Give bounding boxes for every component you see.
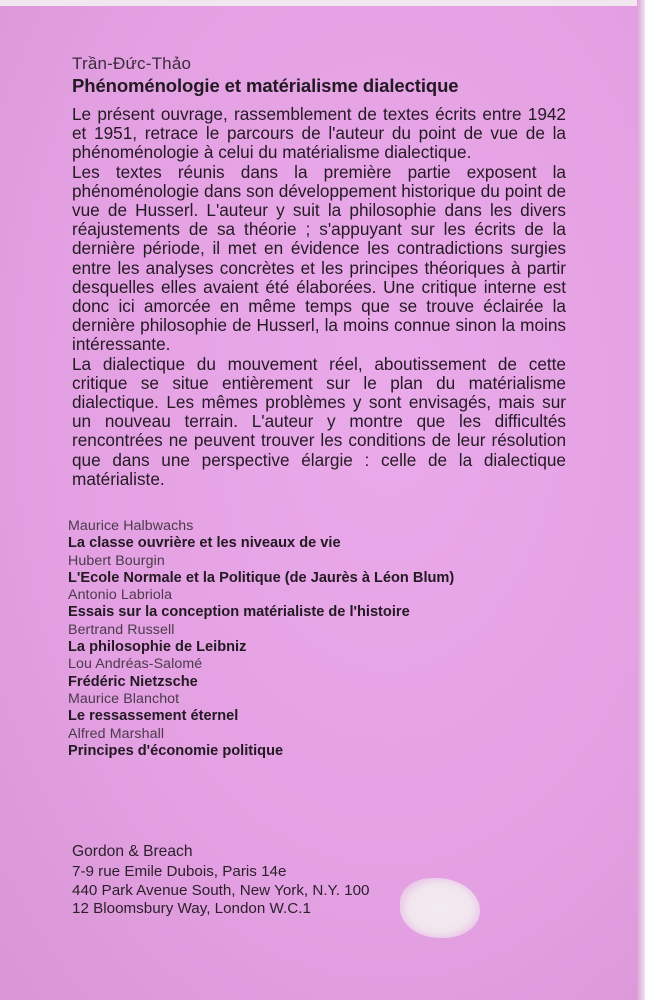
catalog-entry <box>68 726 588 761</box>
paper-stain <box>400 878 480 938</box>
catalog-author: Hubert Bourgin <box>68 552 165 569</box>
book-title: Phénoménologie et matérialisme dialectique <box>72 75 459 96</box>
catalog-title: La philosophie de Leibniz <box>68 639 247 656</box>
page-edge-right <box>637 0 645 1000</box>
catalog-entry <box>68 656 588 691</box>
catalog-author: Bertrand Russell <box>68 621 175 638</box>
catalog-title: Le ressassement éternel <box>68 708 239 725</box>
catalog-title: Frédéric Nietzsche <box>68 673 198 690</box>
blurb-paragraph: La dialectique du mouvement réel, aboutissement de cette critique se situe entièrement sur le plan du matérialisme dialectique. Les mêmes problèmes y sont envisagés, mais sur un nouveau terrain. L'auteur y montre que les difficultés rencontrées ne peuvent trouver les conditions de leur résolution que dans une perspective élargie : celle de la dialectique matérialiste. <box>72 353 566 489</box>
blurb-paragraph: Les textes réunis dans la première partie exposent la phénoménologie dans son développement historique du point de vue de Husserl. L'auteur y suit la philosophie dans les divers réajustements de sa théorie ; s'appuyant sur les écrits de la dernière période, il met en évidence les contradictions surgies entre les analyses concrètes et les principes théoriques à partir desquelles elles avaient été élaborées. Une critique interne est donc ici amorcée en même temps que se trouve éclairée la dernière philosophie de Husserl, la moins connue sinon la moins intéressante. <box>72 161 566 355</box>
catalog-author: Antonio Labriola <box>68 587 173 604</box>
catalog-title: La classe ouvrière et les niveaux de vie <box>68 535 341 552</box>
catalog-author: Lou Andréas-Salomé <box>68 656 203 673</box>
publisher-name: Gordon & Breach <box>72 843 193 860</box>
blurb-paragraph: Le présent ouvrage, rassemblement de textes écrits entre 1942 et 1951, retrace le parcours de l'auteur du point de vue de la phénoménologie à celui du matérialisme dialectique. <box>72 104 566 163</box>
catalog-title: L'Ecole Normale et la Politique (de Jaurès à Léon Blum) <box>68 569 455 586</box>
catalog-author: Alfred Marshall <box>68 725 165 742</box>
catalog-title: Principes d'économie politique <box>68 742 284 759</box>
catalog-author: Maurice Blanchot <box>68 690 180 707</box>
catalog-entry <box>68 622 588 657</box>
publisher-block <box>72 843 370 919</box>
catalog-author: Maurice Halbwachs <box>68 518 194 534</box>
catalog-entry <box>68 518 588 553</box>
catalog-entry <box>68 691 588 726</box>
book-author: Trần-Đức-Thảo <box>72 54 192 73</box>
publisher-address: 12 Bloomsbury Way, London W.C.1 <box>72 900 311 918</box>
catalog-list <box>68 518 588 760</box>
catalog-entry <box>68 587 588 622</box>
catalog-entry <box>68 553 588 588</box>
catalog-title: Essais sur la conception matérialiste de l'histoire <box>68 604 410 621</box>
page-edge-top <box>0 0 645 6</box>
blurb-text <box>72 105 566 489</box>
publisher-address: 440 Park Avenue South, New York, N.Y. 100 <box>72 881 370 899</box>
publisher-address: 7-9 rue Emile Dubois, Paris 14e <box>72 863 287 881</box>
